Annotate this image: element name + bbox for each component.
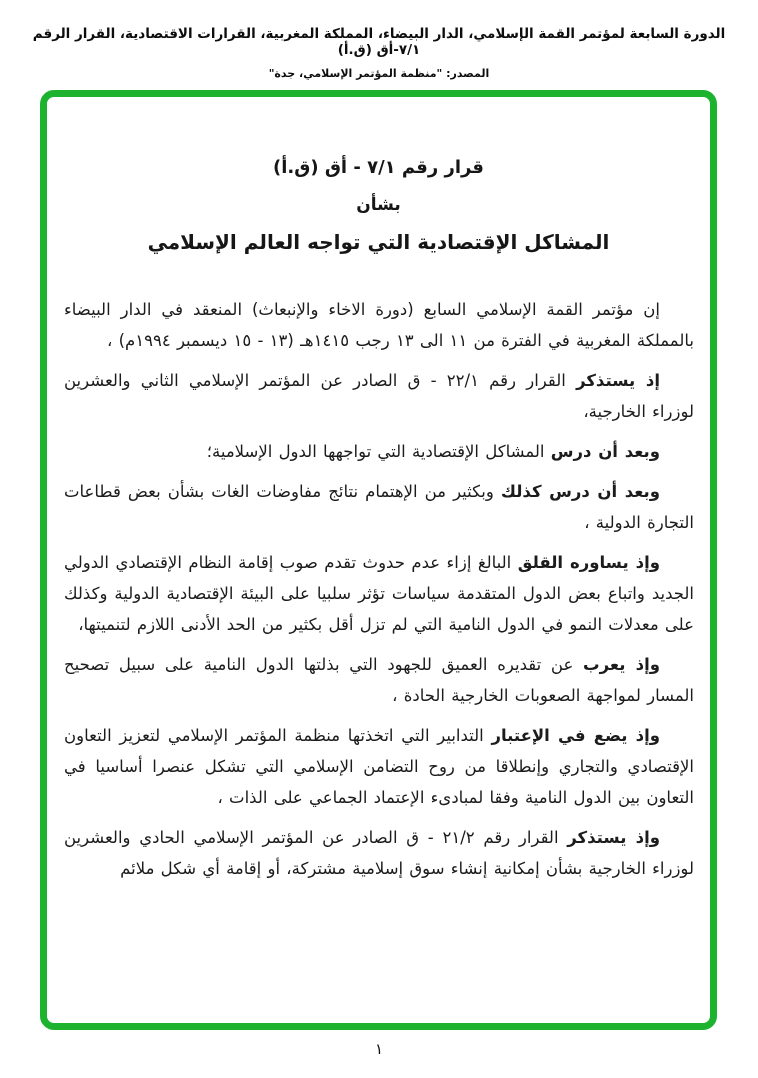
paragraph-lead: وإذ يساوره القلق bbox=[517, 553, 660, 572]
paragraph-lead: إذ يستذكر bbox=[576, 371, 661, 390]
paragraph bbox=[64, 294, 694, 356]
source-line: المصدر: "منظمة المؤتمر الإسلامي، جدة" bbox=[268, 67, 490, 80]
paragraph bbox=[64, 720, 694, 813]
page-number: ١ bbox=[374, 1040, 384, 1058]
paragraph-text: وبكثير من الإهتمام نتائج مفاوضات الغات بشأن بعض قطاعات التجارة الدولية ، bbox=[64, 482, 694, 532]
resolution-body bbox=[47, 294, 710, 884]
green-document-frame bbox=[40, 90, 717, 1030]
paragraph-text: المشاكل الإقتصادية التي تواجهها الدول الإسلامية؛ bbox=[206, 442, 551, 461]
paragraph bbox=[64, 365, 694, 427]
paragraph-text: عن تقديره العميق للجهود التي بذلتها الدول النامية على سبيل تصحيح المسار لمواجهة الصعوبات الخارجية الحادة ، bbox=[64, 655, 694, 705]
resolution-number-title: قرار رقم ٧/١ - أق (ق.أ) bbox=[273, 157, 484, 178]
paragraph bbox=[64, 436, 694, 467]
paragraph-lead: وإذ يضع في الإعتبار bbox=[491, 726, 661, 745]
paragraph bbox=[64, 822, 694, 884]
paragraph bbox=[64, 547, 694, 640]
paragraph bbox=[64, 476, 694, 538]
paragraph-text: التدابير التي اتخذتها منظمة المؤتمر الإسلامي لتعزيز التعاون الإقتصادي والتجاري وإنطلاقا من روح التضامن الإسلامي التي تشكل عنصرا أساسيا في التعاون بين الدول النامية وفقا لمبادىء الإعتماد الجماعي على الذات ، bbox=[64, 726, 694, 807]
paragraph bbox=[64, 649, 694, 711]
paragraph-lead: وبعد أن درس bbox=[550, 442, 660, 461]
paragraph-text: القرار رقم ٢١/٢ - ق الصادر عن المؤتمر الإسلامي الحادي والعشرين لوزراء الخارجية بشأن إمكانية إنشاء سوق إسلامية مشتركة، أو إقامة أي شكل ملائم bbox=[64, 828, 694, 878]
citation-line: الدورة السابعة لمؤتمر القمة الإسلامي، الدار البيضاء، المملكة المغربية، القرارات الاقتصادية، القرار الرقم ٧/١-أق (ق.أ) bbox=[32, 26, 726, 58]
paragraph-text: إن مؤتمر القمة الإسلامي السابع (دورة الاخاء والإنبعاث) المنعقد في الدار البيضاء بالمملكة المغربية في الفترة من ١١ الى ١٣ رجب ١٤١٥هـ (١٣ - ١٥ ديسمبر ١٩٩٤م) ، bbox=[64, 300, 694, 350]
paragraph-lead: وإذ يستذكر bbox=[567, 828, 660, 847]
paragraph-lead: وبعد أن درس كذلك bbox=[500, 482, 660, 501]
paragraph-lead: وإذ يعرب bbox=[583, 655, 660, 674]
source-citation-header bbox=[30, 26, 728, 80]
resolution-title-block bbox=[47, 157, 710, 254]
paragraph-text: القرار رقم ٢٢/١ - ق الصادر عن المؤتمر الإسلامي الثاني والعشرين لوزراء الخارجية، bbox=[64, 371, 694, 421]
resolution-subject-title: المشاكل الإقتصادية التي تواجه العالم الإسلامي bbox=[147, 230, 610, 254]
resolution-subject-word: بشأن bbox=[356, 195, 401, 215]
paragraph-text: البالغ إزاء عدم حدوث تقدم صوب إقامة النظام الإقتصادي الدولي الجديد واتباع بعض الدول المتقدمة سياسات تؤثر سلبيا على البيئة الإقتصادية الدولية وكذلك على معدلات النمو في الدول النامية التي لم تزل أقل بكثير من الحد الأدنى اللازم لتنميتها، bbox=[64, 553, 694, 634]
